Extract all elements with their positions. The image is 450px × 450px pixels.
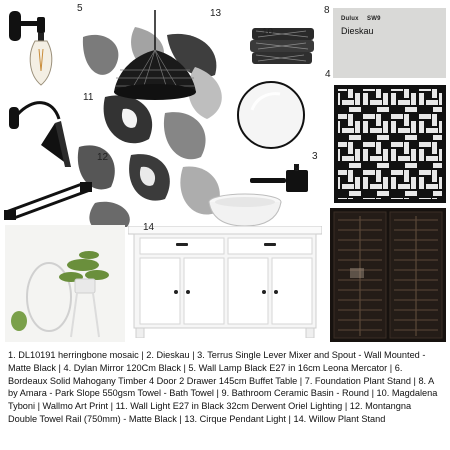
paint-color-name: Dieskau — [341, 26, 374, 36]
mixer-tap-icon — [250, 164, 310, 194]
wall-lamp-icon — [5, 5, 65, 90]
pendant-light-icon — [110, 10, 200, 120]
folded-towels-icon — [248, 24, 318, 68]
plant-stand-icon — [5, 225, 125, 342]
label-4: 4 — [325, 69, 331, 80]
label-9: 9 — [294, 163, 300, 174]
herringbone-tile-icon — [334, 85, 446, 203]
label-8: 8 — [324, 5, 330, 16]
paint-brand: Dulux — [341, 16, 359, 22]
towel-rail-icon — [2, 178, 98, 222]
round-mirror-icon — [236, 80, 306, 150]
label-3: 3 — [312, 151, 318, 162]
label-12: 12 — [97, 152, 109, 163]
buffet-table-icon — [128, 226, 322, 338]
label-13: 13 — [210, 8, 222, 19]
gooseneck-light-icon — [5, 95, 73, 175]
label-11: 11 — [83, 92, 94, 103]
shutters-icon — [330, 208, 446, 342]
basin-icon — [206, 192, 284, 228]
label-14: 14 — [143, 222, 155, 233]
paint-swatch-icon — [333, 8, 446, 78]
board-caption: 1. DL10191 herringbone mosaic | 2. Dieskau | 3. Terrus Single Lever Mixer and Spout - Wall Mounted - Matte Black | 4. Dylan Mirror 120Cm Black | 5. Wall Lamp Black E27 in 16cm Leona Mercator | 6. Bordeaux Solid Mahogany Timber 4 Door 2 Drawer 145cm Buffet Table | 7. Foundation Plant Stand | 8. A by Amara - Park Slope 550gsm Towel - Bath Towel | 9. Bathroom Ceramic Basin - Round | 10. Magdalena Tyboni | Wallmo Art Print | 11. Wall Light E27 in Black 32cm Derwent Oriel Lighting | 12. Montangna Double Towel Rail (750mm) - Matte Black | 13. Cirque Pendant Light | 14. Willow Plant Stand — [8, 350, 438, 424]
label-10: 10 — [262, 27, 274, 38]
paint-code: SW9 — [367, 16, 381, 22]
label-5: 5 — [77, 3, 83, 14]
